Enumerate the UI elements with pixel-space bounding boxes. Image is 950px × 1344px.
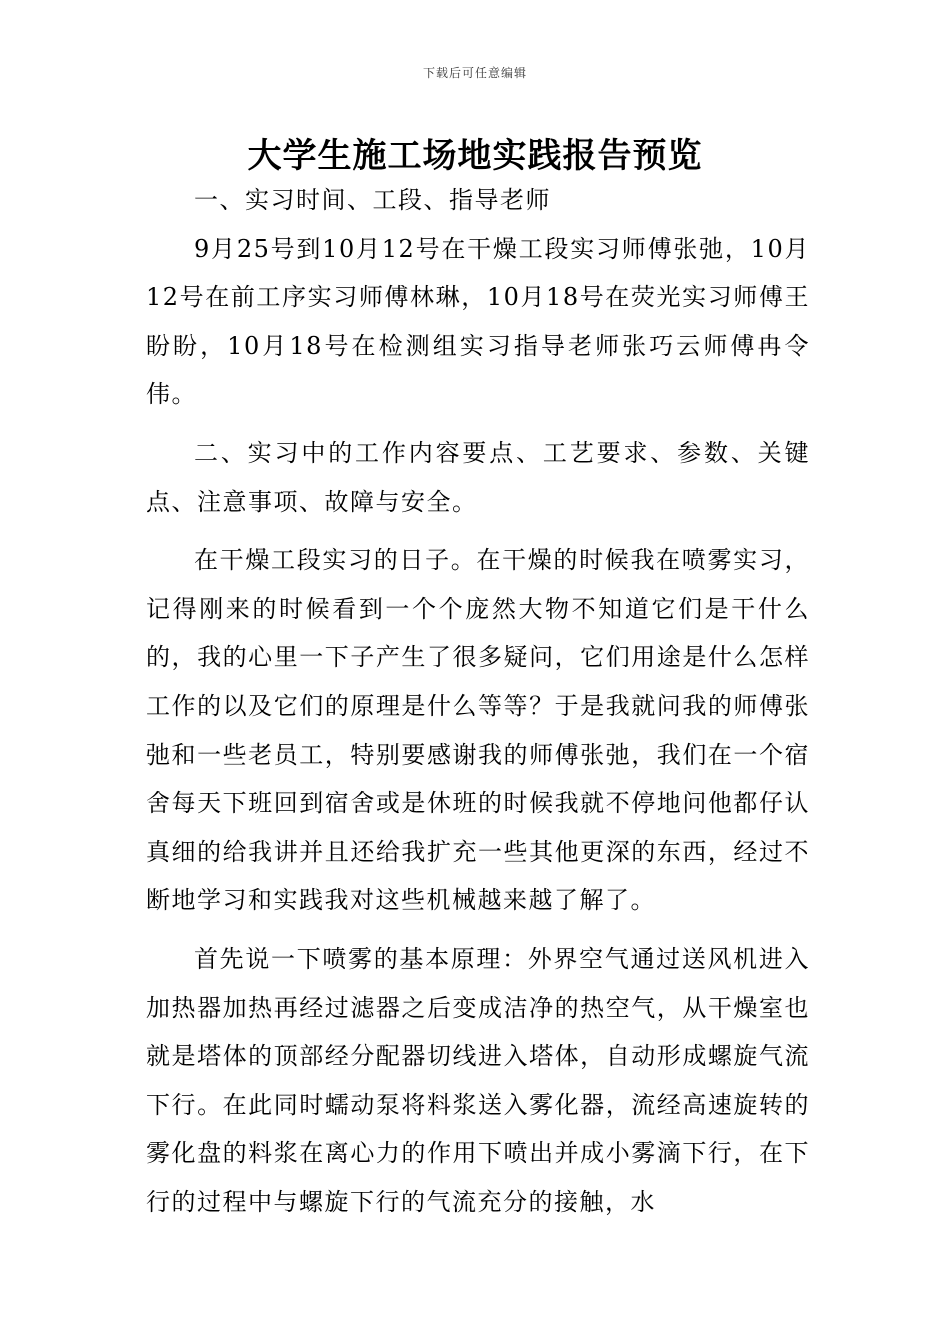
document-body — [146, 176, 810, 1226]
paragraph-3: 首先说一下喷雾的基本原理：外界空气通过送风机进入加热器加热再经过滤器之后变成洁净的热空气，从干燥室也就是塔体的顶部经分配器切线进入塔体，自动形成螺旋气流下行。在此同时蠕动泵将料浆送入雾化器，流经高速旋转的雾化盘的料浆在离心力的作用下喷出并成小雾滴下行，在下行的过程中与螺旋下行的气流充分的接触，水 — [146, 944, 810, 1216]
document-title: 大学生施工场地实践报告预览 — [247, 136, 703, 176]
paragraph-1: 9月25号到10月12号在干燥工段实习师傅张弛，10月12号在前工序实习师傅林琳，10月18号在荧光实习师傅王盼盼，10月18号在检测组实习指导老师张巧云师傅冉令伟。 — [146, 234, 810, 409]
header-note: 下载后可任意编辑 — [422, 66, 527, 80]
section-heading-2: 二、实习中的工作内容要点、工艺要求、参数、关键点、注意事项、故障与安全。 — [146, 438, 810, 516]
section-heading-1: 一、实习时间、工段、指导老师 — [194, 186, 551, 214]
paragraph-2: 在干燥工段实习的日子。在干燥的时候我在喷雾实习，记得刚来的时候看到一个个庞然大物不知道它们是干什么的，我的心里一下子产生了很多疑问，它们用途是什么怎样工作的以及它们的原理是什么等等？于是我就问我的师傅张弛和一些老员工，特别要感谢我的师傅张弛，我们在一个宿舍每天下班回到宿舍或是休班的时候我就不停地问他都仔认真细的给我讲并且还给我扩充一些其他更深的东西，经过不断地学习和实践我对这些机械越来越了解了。 — [146, 546, 810, 915]
